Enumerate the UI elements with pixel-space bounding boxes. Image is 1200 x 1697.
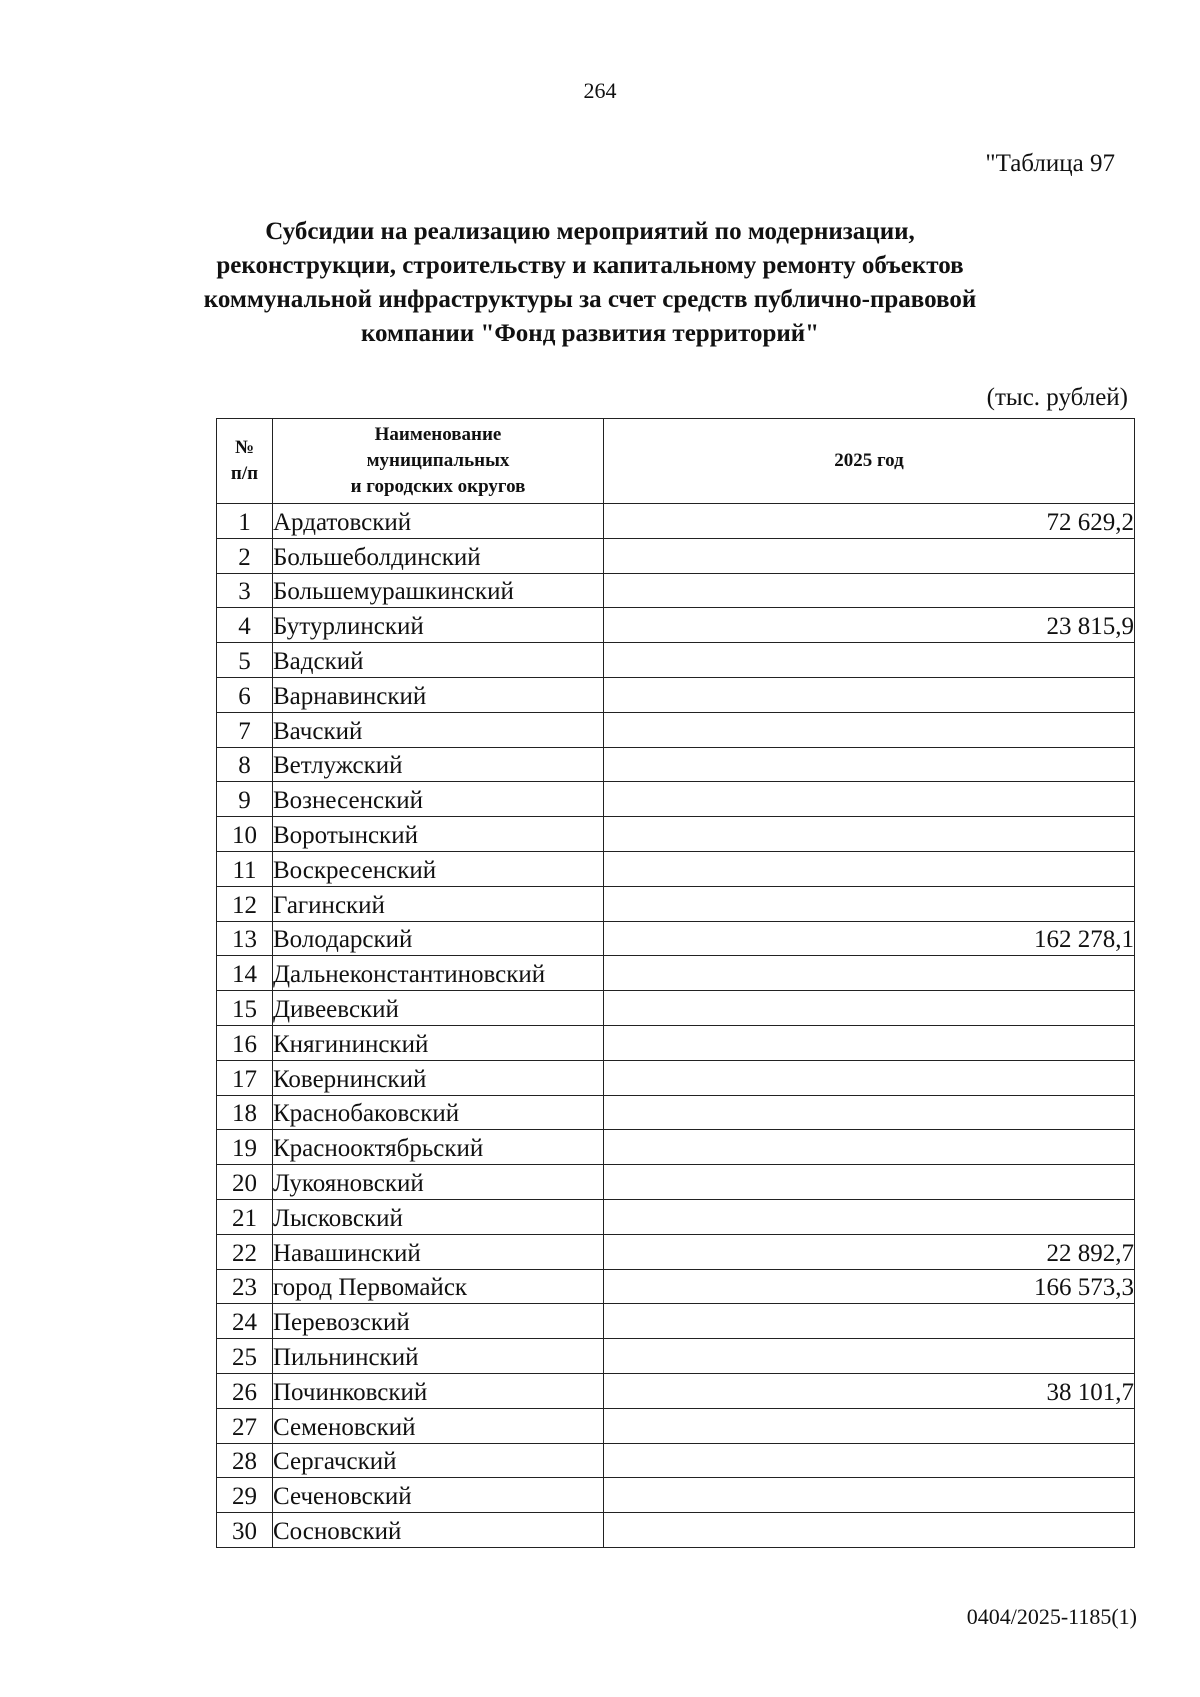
row-number: 22	[217, 1234, 273, 1269]
table-row	[217, 1478, 1135, 1513]
table-row	[217, 1199, 1135, 1234]
row-number: 12	[217, 886, 273, 921]
row-name: Вознесенский	[273, 782, 604, 817]
row-value	[604, 956, 1135, 991]
row-name: Володарский	[273, 921, 604, 956]
row-name: Навашинский	[273, 1234, 604, 1269]
row-name: Сеченовский	[273, 1478, 604, 1513]
table-label: "Таблица 97	[985, 150, 1115, 177]
header-number-line: п/п	[230, 463, 259, 484]
units-label: (тыс. рублей)	[986, 384, 1128, 411]
row-name: город Первомайск	[273, 1269, 604, 1304]
table-row	[217, 1130, 1135, 1165]
row-number: 21	[217, 1199, 273, 1234]
row-name: Большемурашкинский	[273, 573, 604, 608]
row-name: Сосновский	[273, 1513, 604, 1548]
row-number: 6	[217, 677, 273, 712]
table-row	[217, 1269, 1135, 1304]
row-number: 2	[217, 538, 273, 573]
title-line: реконструкции, строительству и капитальному ремонту объектов	[216, 252, 964, 279]
row-number: 26	[217, 1373, 273, 1408]
row-value	[604, 991, 1135, 1026]
table-row	[217, 573, 1135, 608]
table-row	[217, 608, 1135, 643]
row-name: Варнавинский	[273, 677, 604, 712]
row-name: Воротынский	[273, 817, 604, 852]
row-value	[604, 747, 1135, 782]
table-row	[217, 851, 1135, 886]
table-row	[217, 712, 1135, 747]
row-name: Вачский	[273, 712, 604, 747]
row-value	[604, 1478, 1135, 1513]
row-number: 29	[217, 1478, 273, 1513]
document-title	[150, 215, 1030, 351]
row-value	[604, 643, 1135, 678]
document-code: 0404/2025-1185(1)	[966, 1604, 1137, 1629]
title-line: компании "Фонд развития территорий"	[360, 320, 820, 347]
row-number: 3	[217, 573, 273, 608]
row-name: Большеболдинский	[273, 538, 604, 573]
row-number: 5	[217, 643, 273, 678]
row-name: Вадский	[273, 643, 604, 678]
row-name: Пильнинский	[273, 1339, 604, 1374]
header-year: 2025 год	[604, 419, 1135, 504]
table-row	[217, 643, 1135, 678]
row-number: 20	[217, 1165, 273, 1200]
table-row	[217, 886, 1135, 921]
row-name: Княгининский	[273, 1025, 604, 1060]
row-name: Перевозский	[273, 1304, 604, 1339]
row-number: 16	[217, 1025, 273, 1060]
table-header-row	[217, 419, 1135, 504]
row-value	[604, 1130, 1135, 1165]
row-name: Ковернинский	[273, 1060, 604, 1095]
row-number: 7	[217, 712, 273, 747]
row-name: Краснобаковский	[273, 1095, 604, 1130]
header-name-line: и городских округов	[350, 476, 526, 497]
row-name: Лукояновский	[273, 1165, 604, 1200]
table-row	[217, 956, 1135, 991]
row-number: 30	[217, 1513, 273, 1548]
table-row	[217, 538, 1135, 573]
row-number: 8	[217, 747, 273, 782]
row-number: 18	[217, 1095, 273, 1130]
row-name: Ардатовский	[273, 504, 604, 539]
row-value	[604, 1025, 1135, 1060]
row-number: 13	[217, 921, 273, 956]
title-line: Субсидии на реализацию мероприятий по модернизации,	[265, 218, 915, 245]
row-number: 19	[217, 1130, 273, 1165]
row-value	[604, 1165, 1135, 1200]
table-row	[217, 1095, 1135, 1130]
row-name: Дивеевский	[273, 991, 604, 1026]
table-row	[217, 1165, 1135, 1200]
table-row	[217, 817, 1135, 852]
row-number: 11	[217, 851, 273, 886]
row-number: 25	[217, 1339, 273, 1374]
row-value	[604, 573, 1135, 608]
row-value	[604, 817, 1135, 852]
row-value	[604, 1339, 1135, 1374]
row-value	[604, 677, 1135, 712]
table-row	[217, 1443, 1135, 1478]
row-value	[604, 782, 1135, 817]
header-name	[273, 419, 604, 504]
row-number: 27	[217, 1408, 273, 1443]
row-number: 9	[217, 782, 273, 817]
row-value	[604, 1304, 1135, 1339]
header-name-line: муниципальных	[366, 450, 510, 471]
row-value	[604, 1513, 1135, 1548]
row-name: Лысковский	[273, 1199, 604, 1234]
table-row	[217, 1234, 1135, 1269]
row-name: Краснооктябрьский	[273, 1130, 604, 1165]
row-name: Починковский	[273, 1373, 604, 1408]
row-value	[604, 1060, 1135, 1095]
row-value: 72 629,2	[604, 504, 1135, 539]
table-row	[217, 1339, 1135, 1374]
row-value	[604, 886, 1135, 921]
subsidies-table	[216, 418, 1135, 1548]
table-row	[217, 1025, 1135, 1060]
header-name-line: Наименование	[374, 424, 502, 445]
table-row	[217, 1408, 1135, 1443]
row-number: 23	[217, 1269, 273, 1304]
row-number: 1	[217, 504, 273, 539]
table-row	[217, 782, 1135, 817]
table-row	[217, 1513, 1135, 1548]
table-row	[217, 747, 1135, 782]
row-name: Ветлужский	[273, 747, 604, 782]
row-value	[604, 1443, 1135, 1478]
row-value	[604, 1095, 1135, 1130]
row-number: 4	[217, 608, 273, 643]
table-row	[217, 921, 1135, 956]
row-value	[604, 538, 1135, 573]
table-row	[217, 677, 1135, 712]
header-number	[217, 419, 273, 504]
row-value	[604, 1408, 1135, 1443]
row-value	[604, 851, 1135, 886]
row-value: 23 815,9	[604, 608, 1135, 643]
row-number: 10	[217, 817, 273, 852]
row-number: 15	[217, 991, 273, 1026]
row-name: Сергачский	[273, 1443, 604, 1478]
table-row	[217, 1060, 1135, 1095]
row-value: 22 892,7	[604, 1234, 1135, 1269]
row-name: Воскресенский	[273, 851, 604, 886]
row-number: 14	[217, 956, 273, 991]
title-line: коммунальной инфраструктуры за счет средств публично-правовой	[203, 286, 977, 313]
row-number: 24	[217, 1304, 273, 1339]
row-value: 38 101,7	[604, 1373, 1135, 1408]
table-row	[217, 1373, 1135, 1408]
table-row	[217, 991, 1135, 1026]
row-name: Гагинский	[273, 886, 604, 921]
row-number: 28	[217, 1443, 273, 1478]
table-body	[217, 504, 1135, 1548]
row-value	[604, 1199, 1135, 1234]
row-name: Бутурлинский	[273, 608, 604, 643]
header-number-line: №	[234, 437, 255, 458]
page-number: 264	[583, 78, 617, 103]
table-row	[217, 1304, 1135, 1339]
row-name: Семеновский	[273, 1408, 604, 1443]
row-number: 17	[217, 1060, 273, 1095]
row-value	[604, 712, 1135, 747]
row-value: 166 573,3	[604, 1269, 1135, 1304]
table-row	[217, 504, 1135, 539]
row-name: Дальнеконстантиновский	[273, 956, 604, 991]
row-value: 162 278,1	[604, 921, 1135, 956]
